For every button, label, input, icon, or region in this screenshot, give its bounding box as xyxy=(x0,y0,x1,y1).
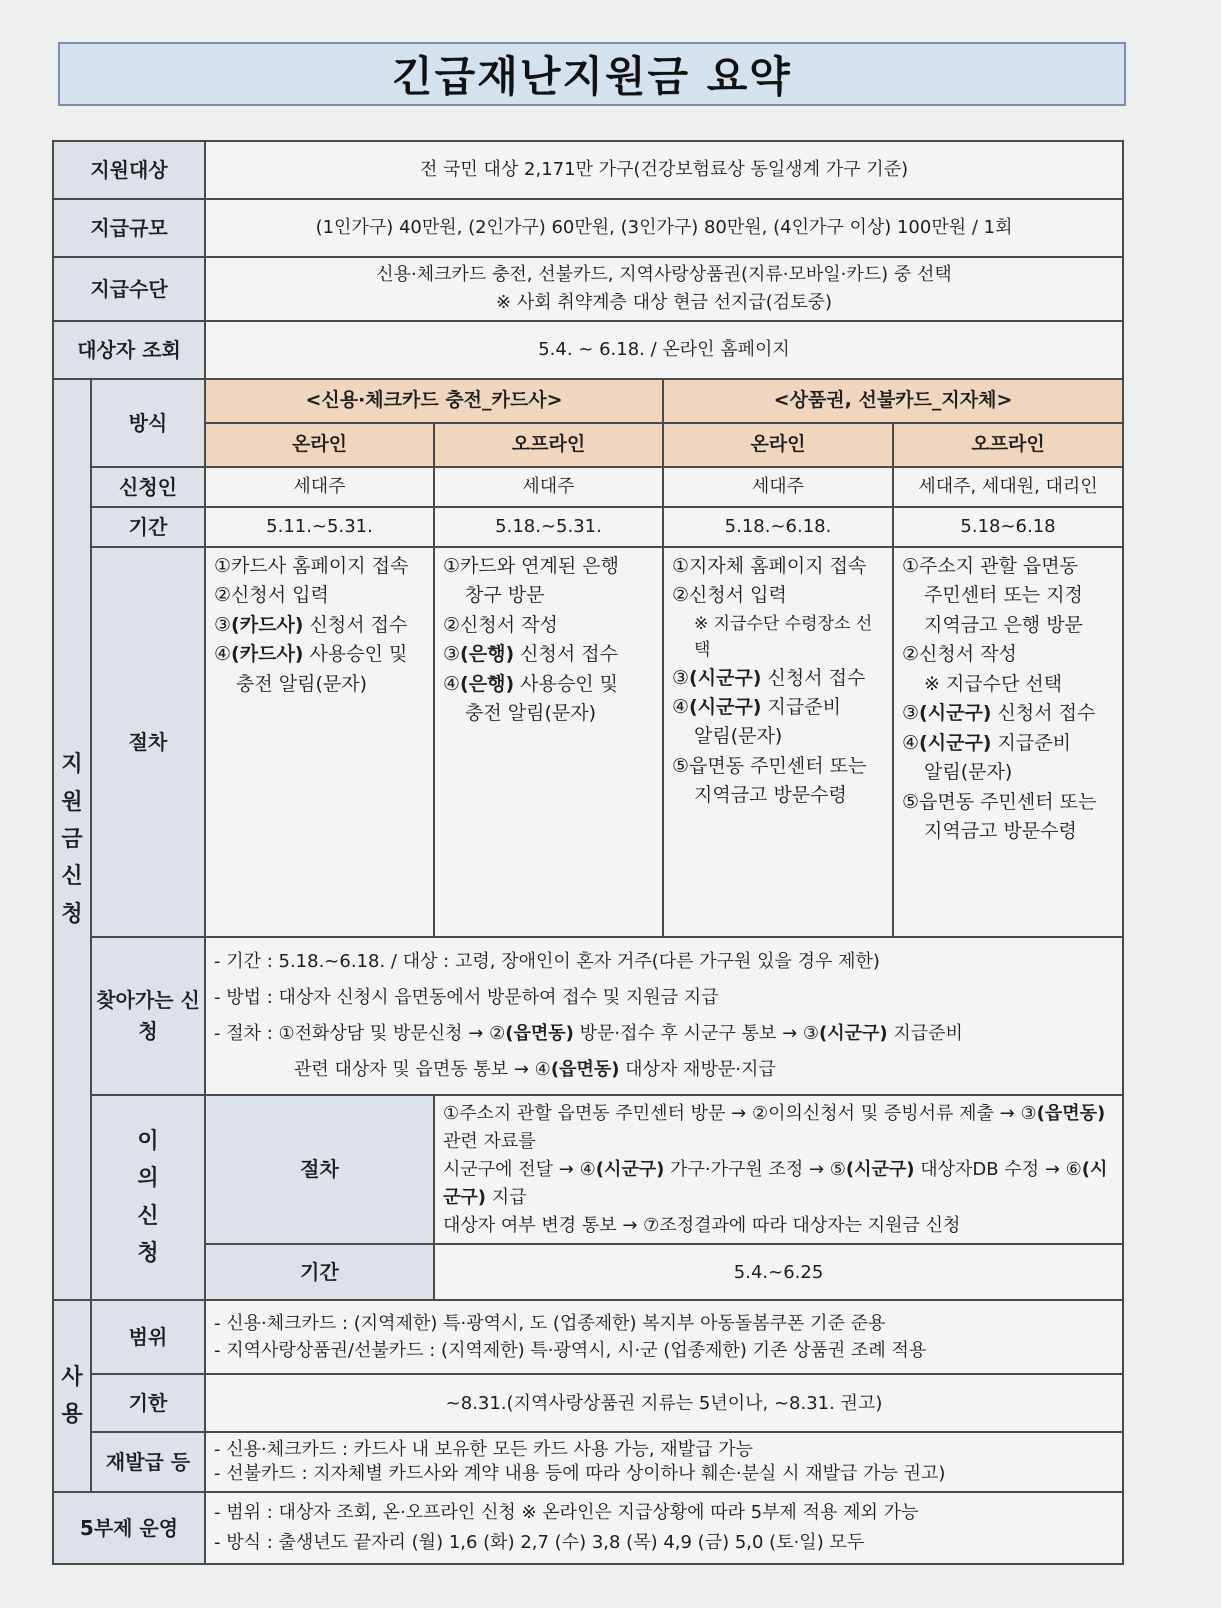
row-objection-period xyxy=(53,1244,1123,1300)
group-card: <신용·체크카드 충전_카드사> xyxy=(205,379,663,423)
label-objection-procedure: 절차 xyxy=(205,1095,434,1244)
row-lookup xyxy=(53,321,1123,379)
title-banner xyxy=(58,42,1126,106)
label-objection-period: 기간 xyxy=(205,1244,434,1300)
section-apply: 지원금 신청 xyxy=(53,379,91,1300)
label-applicant: 신청인 xyxy=(91,467,205,507)
label-means: 지급수단 xyxy=(53,257,205,321)
value-scale: (1인가구) 40만원, (2인가구) 60만원, (3인가구) 80만원, (4인가구 이상) 100만원 / 1회 xyxy=(205,199,1123,257)
row-methods xyxy=(53,423,1123,467)
applicant-card-offline: 세대주 xyxy=(434,467,663,507)
label-lookup: 대상자 조회 xyxy=(53,321,205,379)
procedure-card-offline: ①카드와 연계된 은행 창구 방문 ②신청서 작성 ③(은행) 신청서 접수 ④(은행) 사용승인 및 충전 알림(문자) xyxy=(434,547,663,937)
label-usage-deadline: 기한 xyxy=(91,1374,205,1432)
row-method-groups xyxy=(53,379,1123,423)
period-card-offline: 5.18.~5.31. xyxy=(434,507,663,547)
row-usage-deadline xyxy=(53,1374,1123,1432)
row-objection-procedure xyxy=(53,1095,1123,1244)
means-line-2: ※ 사회 취약계층 대상 현금 선지급(검토중) xyxy=(496,292,832,313)
value-lookup: 5.4. ~ 6.18. / 온라인 홈페이지 xyxy=(205,321,1123,379)
document-title: 긴급재난지원금 요약 xyxy=(392,52,792,101)
label-target: 지원대상 xyxy=(53,141,205,199)
row-target xyxy=(53,141,1123,199)
row-procedure xyxy=(53,547,1123,937)
row-usage-scope xyxy=(53,1300,1123,1374)
section-objection: 이의신청 xyxy=(91,1095,205,1300)
label-scale: 지급규모 xyxy=(53,199,205,257)
period-voucher-online: 5.18.~6.18. xyxy=(663,507,893,547)
applicant-voucher-offline: 세대주, 세대원, 대리인 xyxy=(893,467,1123,507)
row-period xyxy=(53,507,1123,547)
period-voucher-offline: 5.18~6.18 xyxy=(893,507,1123,547)
value-usage-scope: - 신용·체크카드 : (지역제한) 특·광역시, 도 (업종제한) 복지부 아동돌봄쿠폰 기준 준용 - 지역사랑상품권/선불카드 : (지역제한) 특·광역시, 시·군 (업종제한) 기존 상품권 조례 적용 xyxy=(205,1300,1123,1374)
group-voucher: <상품권, 선불카드_지자체> xyxy=(663,379,1123,423)
value-usage-deadline: ~8.31.(지역사랑상품권 지류는 5년이나, ~8.31. 권고) xyxy=(205,1374,1123,1432)
procedure-voucher-online: ①지자체 홈페이지 접속 ②신청서 입력 ※ 지급수단 수령장소 선택 ③(시군구) 신청서 접수 ④(시군구) 지급준비 알림(문자) ⑤읍면동 주민센터 또는 지역금고 방문수령 xyxy=(663,547,893,937)
label-procedure: 절차 xyxy=(91,547,205,937)
summary-table xyxy=(52,140,1124,1565)
section-usage: 사용 xyxy=(53,1300,91,1492)
label-period: 기간 xyxy=(91,507,205,547)
value-objection-procedure: ①주소지 관할 읍면동 주민센터 방문 → ②이의신청서 및 증빙서류 제출 → ③(읍면동) 관련 자료를 시군구에 전달 → ④(시군구) 가구·가구원 조정 → ⑤(시군구) 대상자DB 수정 → ⑥(시군구) 지급 대상자 여부 변경 통보 → ⑦조정결과에 따라 대상자는 지원금 신청 xyxy=(434,1095,1123,1244)
value-target: 전 국민 대상 2,171만 가구(건강보험료상 동일생계 가구 기준) xyxy=(205,141,1123,199)
value-objection-period: 5.4.~6.25 xyxy=(434,1244,1123,1300)
means-line-1: 신용·체크카드 충전, 선불카드, 지역사랑상품권(지류·모바일·카드) 중 선택 xyxy=(376,264,952,286)
label-five-day: 5부제 운영 xyxy=(53,1492,205,1564)
value-means xyxy=(205,257,1123,321)
value-five-day: - 범위 : 대상자 조회, 온·오프라인 신청 ※ 온라인은 지급상황에 따라 5부제 적용 제외 가능 - 방식 : 출생년도 끝자리 (월) 1,6 (화) 2,7 (수) 3,8 (목) 4,9 (금) 5,0 (토·일) 모두 xyxy=(205,1492,1123,1564)
label-visit: 찾아가는 신청 xyxy=(91,937,205,1095)
method-voucher-online: 온라인 xyxy=(663,423,893,467)
procedure-card-online: ①카드사 홈페이지 접속 ②신청서 입력 ③(카드사) 신청서 접수 ④(카드사) 사용승인 및 충전 알림(문자) xyxy=(205,547,434,937)
method-card-online: 온라인 xyxy=(205,423,434,467)
value-visit: - 기간 : 5.18.~6.18. / 대상 : 고령, 장애인이 혼자 거주(다른 가구원 있을 경우 제한) - 방법 : 대상자 신청시 읍면동에서 방문하여 접수 및 지원금 지급 - 절차 : ①전화상담 및 방문신청 → ②(읍면동) 방문·접수 후 시군구 통보 → ③(시군구) 지급준비 관련 대상자 및 읍면동 통보 → ④(읍면동) 대상자 재방문·지급 xyxy=(205,937,1123,1095)
applicant-card-online: 세대주 xyxy=(205,467,434,507)
method-card-offline: 오프라인 xyxy=(434,423,663,467)
label-usage-reissue: 재발급 등 xyxy=(91,1432,205,1492)
applicant-voucher-online: 세대주 xyxy=(663,467,893,507)
value-usage-reissue: - 신용·체크카드 : 카드사 내 보유한 모든 카드 사용 가능, 재발급 가능 - 선불카드 : 지자체별 카드사와 계약 내용 등에 따라 상이하나 훼손·분실 시 재발급 가능 권고) xyxy=(205,1432,1123,1492)
period-card-online: 5.11.~5.31. xyxy=(205,507,434,547)
procedure-voucher-offline: ①주소지 관할 읍면동 주민센터 또는 지정 지역금고 은행 방문 ②신청서 작성 ※ 지급수단 선택 ③(시군구) 신청서 접수 ④(시군구) 지급준비 알림(문자) ⑤읍면동 주민센터 또는 지역금고 방문수령 xyxy=(893,547,1123,937)
row-visit xyxy=(53,937,1123,1095)
row-usage-reissue xyxy=(53,1432,1123,1492)
row-scale xyxy=(53,199,1123,257)
label-usage-scope: 범위 xyxy=(91,1300,205,1374)
row-five-day xyxy=(53,1492,1123,1564)
label-method: 방식 xyxy=(91,379,205,467)
row-means xyxy=(53,257,1123,321)
method-voucher-offline: 오프라인 xyxy=(893,423,1123,467)
row-applicant xyxy=(53,467,1123,507)
